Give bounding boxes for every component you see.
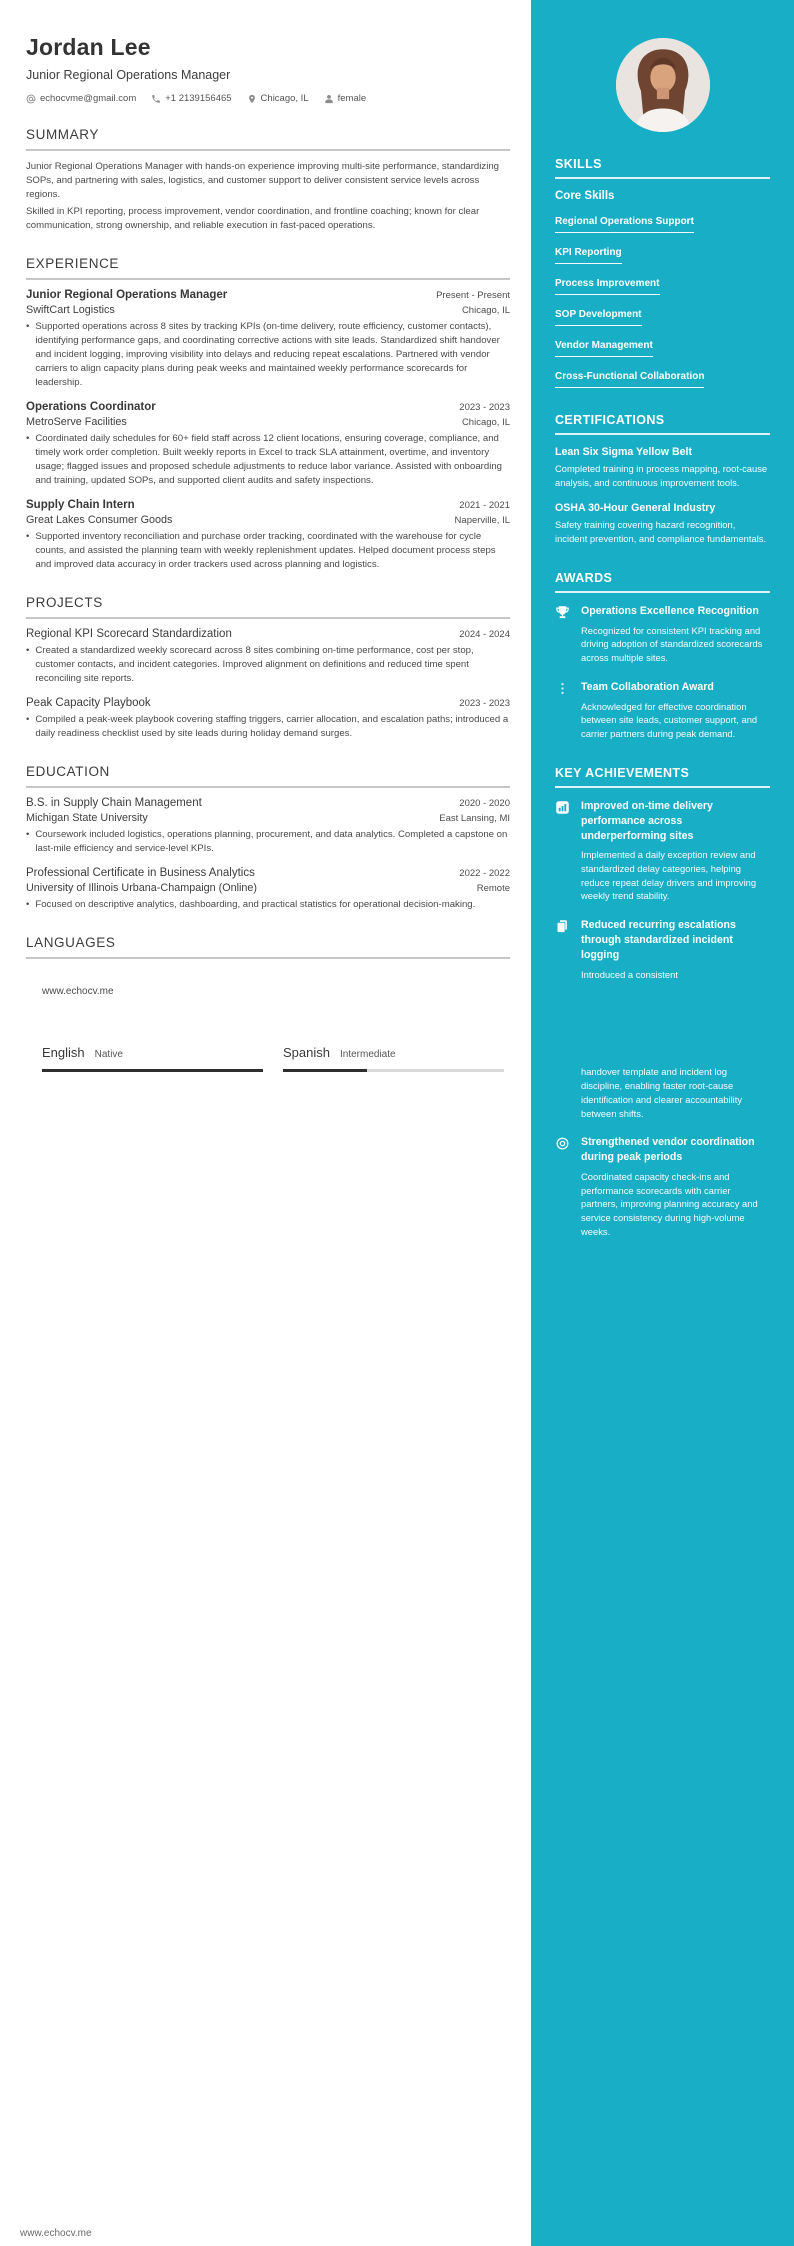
projects-heading: PROJECTS (26, 595, 510, 619)
skill-item (555, 273, 770, 295)
experience-location: Chicago, IL (461, 417, 510, 428)
experience-dates: 2021 - 2021 (459, 500, 510, 511)
award-item (555, 680, 770, 741)
avatar (616, 38, 710, 132)
at-icon (26, 94, 36, 104)
project-entry (26, 628, 510, 686)
certification-item (555, 446, 770, 489)
awards-heading: AWARDS (555, 571, 770, 593)
language-name: Spanish (283, 1045, 330, 1060)
skill-label: Regional Operations Support (555, 216, 694, 233)
contact-email (26, 93, 136, 104)
contact-row (26, 93, 510, 104)
achievement-item (555, 799, 770, 903)
achievement-description: Implemented a daily exception review and standardized delay categories, helping reduce repeat delay drivers and improving weekly trend stability. (581, 849, 757, 902)
skill-label: Vendor Management (555, 340, 653, 357)
contact-email-value: echocvme@gmail.com (40, 93, 137, 104)
skill-item (555, 211, 770, 233)
contact-gender-value: female (337, 93, 367, 104)
experience-bullet: Supported inventory reconciliation and purchase order tracking, coordinated with the warehouse for cycle counts, and assisted the planning team with weekly replenishment updates. Helped document process steps and improved data accuracy in order trackers used across planning and logistics. (35, 531, 496, 570)
education-dates: 2020 - 2020 (459, 798, 510, 809)
project-bullet: Compiled a peak-week playbook covering staffing triggers, carrier allocation, and escalation paths; introduced a daily readiness checklist used by site leads during holiday demand surges. (35, 714, 509, 739)
award-title: Team Collaboration Award (581, 680, 714, 693)
experience-heading: EXPERIENCE (26, 256, 510, 280)
certification-description: Completed training in process mapping, root-cause analysis, and continuous improvement tools. (555, 463, 768, 488)
contact-gender (324, 93, 367, 104)
education-school: University of Illinois Urbana-Champaign (Online) (26, 882, 258, 894)
skills-heading: SKILLS (555, 157, 770, 179)
award-title: Operations Excellence Recognition (581, 604, 759, 617)
achievement-title: Reduced recurring escalations through standardized incident logging (581, 919, 736, 961)
phone-icon (151, 94, 161, 104)
contact-phone-value: +1 2139156465 (165, 93, 232, 104)
experience-entry (26, 289, 510, 390)
language-bar-track (283, 1069, 504, 1072)
education-entry (26, 867, 510, 912)
language-bar-fill (283, 1069, 367, 1072)
skill-label: Process Improvement (555, 278, 660, 295)
award-description: Recognized for consistent KPI tracking and driving adoption of standardized scorecards across multiple sites. (581, 624, 763, 664)
education-bullet: Coursework included logistics, operations planning, procurement, and data analytics. Completed a capstone on last-mile efficiency and service-level KPIs. (35, 829, 508, 854)
copy-icon (555, 918, 570, 1120)
education-dates: 2022 - 2022 (459, 868, 510, 879)
skill-label: SOP Development (555, 309, 642, 326)
section-experience (26, 256, 510, 572)
education-school: Michigan State University (26, 812, 148, 824)
summary-heading: SUMMARY (26, 127, 510, 151)
achievement-item (555, 1135, 770, 1238)
experience-title: Supply Chain Intern (26, 499, 135, 511)
sidebar-section-awards (555, 571, 770, 741)
project-dates: 2024 - 2024 (459, 629, 510, 640)
bullet-marker: • (26, 714, 30, 725)
page-footer-url: www.echocv.me (20, 2228, 92, 2239)
dots-vertical-icon (555, 680, 570, 741)
section-projects (26, 595, 510, 741)
bullet-marker: • (26, 433, 30, 444)
target-icon (555, 1135, 570, 1238)
skill-item (555, 242, 770, 264)
achievement-title: Strengthened vendor coordination during peak periods (581, 1136, 755, 1164)
experience-title: Operations Coordinator (26, 401, 156, 413)
education-bullet: Focused on descriptive analytics, dashboarding, and practical statistics for operational decision-making. (35, 899, 476, 910)
skill-label: Cross-Functional Collaboration (555, 371, 704, 388)
achievement-description-continued: handover template and incident log discipline, enabling faster root-cause identification and clearer accountability between shifts. (581, 1066, 743, 1119)
certification-item (555, 502, 770, 545)
education-heading: EDUCATION (26, 764, 510, 788)
bullet-marker: • (26, 829, 30, 840)
languages-list (42, 1045, 510, 1072)
language-level: Intermediate (339, 1049, 396, 1060)
experience-company: Great Lakes Consumer Goods (26, 514, 173, 526)
language-bar-fill (42, 1069, 263, 1072)
section-summary (26, 127, 510, 233)
location-pin-icon (247, 94, 257, 104)
language-item (283, 1045, 504, 1072)
person-name: Jordan Lee (26, 34, 151, 60)
language-item (42, 1045, 263, 1072)
skill-item (555, 335, 770, 357)
summary-paragraph: Skilled in KPI reporting, process improvement, vendor coordination, and frontline coaching; known for clear communication, strong ownership, and reliable execution in fast-paced operations. (26, 206, 480, 231)
project-bullet: Created a standardized weekly scorecard across 8 sites combining on-time performance, cost per stop, customer contacts, and incident categories. Improved alignment on definitions and reduced time spent reconciling site reports. (35, 645, 474, 684)
education-degree: B.S. in Supply Chain Management (26, 797, 202, 809)
achievement-description: Introduced a consistent (581, 968, 678, 980)
bullet-marker: • (26, 321, 30, 332)
contact-location-value: Chicago, IL (260, 93, 309, 104)
project-title: Regional KPI Scorecard Standardization (26, 628, 232, 640)
certification-name: Lean Six Sigma Yellow Belt (555, 446, 692, 458)
experience-title: Junior Regional Operations Manager (26, 289, 228, 301)
page-break-gap (581, 981, 770, 1065)
skills-group-label: Core Skills (555, 190, 615, 202)
bullet-marker: • (26, 899, 30, 910)
summary-paragraph: Junior Regional Operations Manager with hands-on experience improving multi-site performance, standardizing SOPs, and partnering with sales, logistics, and customer support to deliver consistent service levels across regions. (26, 161, 500, 200)
certifications-heading: CERTIFICATIONS (555, 413, 770, 435)
main-column (26, 34, 510, 1072)
experience-company: SwiftCart Logistics (26, 304, 115, 316)
experience-company: MetroServe Facilities (26, 416, 127, 428)
experience-location: Chicago, IL (461, 305, 510, 316)
award-description: Acknowledged for effective coordination between site leads, customer support, and carrier partners during peak demand. (581, 700, 758, 740)
sidebar-section-key-achievements (555, 766, 770, 1239)
project-title: Peak Capacity Playbook (26, 697, 151, 709)
bar-chart-icon (555, 799, 570, 903)
language-name: English (42, 1045, 85, 1060)
trophy-icon (555, 604, 570, 665)
language-level: Native (94, 1049, 123, 1060)
language-bar-track (42, 1069, 263, 1072)
achievement-description: Coordinated capacity check-ins and performance scorecards with carrier partners, improving planning accuracy and service consistency during high-volume weeks. (581, 1170, 758, 1237)
bullet-marker: • (26, 645, 30, 656)
sidebar (531, 0, 794, 2246)
project-entry (26, 697, 510, 741)
award-item (555, 604, 770, 665)
section-languages (26, 935, 510, 959)
contact-phone (151, 93, 231, 104)
skill-label: KPI Reporting (555, 247, 622, 264)
bullet-marker: • (26, 531, 30, 542)
experience-location: Naperville, IL (454, 515, 510, 526)
site-url-note: www.echocv.me (42, 986, 114, 997)
education-degree: Professional Certificate in Business Analytics (26, 867, 255, 879)
experience-entry (26, 499, 510, 572)
contact-location (247, 93, 309, 104)
person-job-title: Junior Regional Operations Manager (26, 68, 231, 82)
achievement-title: Improved on-time delivery performance across underperforming sites (581, 799, 713, 842)
certification-name: OSHA 30-Hour General Industry (555, 502, 716, 515)
sidebar-section-skills (555, 157, 770, 388)
experience-entry (26, 401, 510, 488)
experience-bullet: Coordinated daily schedules for 60+ field staff across 12 client locations, ensuring coverage, compliance, and timely work order completion. Built weekly reports in Excel to track SLA attainment, overtime, and inventory usage; flagged issues and proposed schedule adjustments to reduce labor variance. Assisted with onboarding and training, updated SOPs, and supported client audits and safety inspections. (35, 433, 503, 486)
section-education (26, 764, 510, 912)
achievement-item (555, 918, 770, 1120)
skill-item (555, 366, 770, 388)
sidebar-section-certifications (555, 413, 770, 546)
skill-item (555, 304, 770, 326)
key-achievements-heading: KEY ACHIEVEMENTS (555, 766, 770, 788)
education-location: Remote (476, 883, 510, 894)
experience-bullet: Supported operations across 8 sites by tracking KPIs (on-time delivery, route efficiency, customer contacts), identifying performance gaps, and coordinating corrective actions with site leads. Standardized shift handover and incident logging, improving visibility into delays and reducing repeat escalations. Partnered with vendor carriers to align capacity plans during peak weeks and maintained weekly performance scorecards for leadership. (35, 321, 500, 388)
languages-heading: LANGUAGES (26, 935, 510, 959)
education-location: East Lansing, MI (439, 813, 510, 824)
experience-dates: Present - Present (436, 290, 510, 301)
education-entry (26, 797, 510, 856)
certification-description: Safety training covering hazard recognition, incident prevention, and compliance fundamentals. (555, 519, 767, 545)
project-dates: 2023 - 2023 (459, 698, 510, 709)
person-icon (324, 94, 334, 104)
experience-dates: 2023 - 2023 (459, 402, 510, 413)
